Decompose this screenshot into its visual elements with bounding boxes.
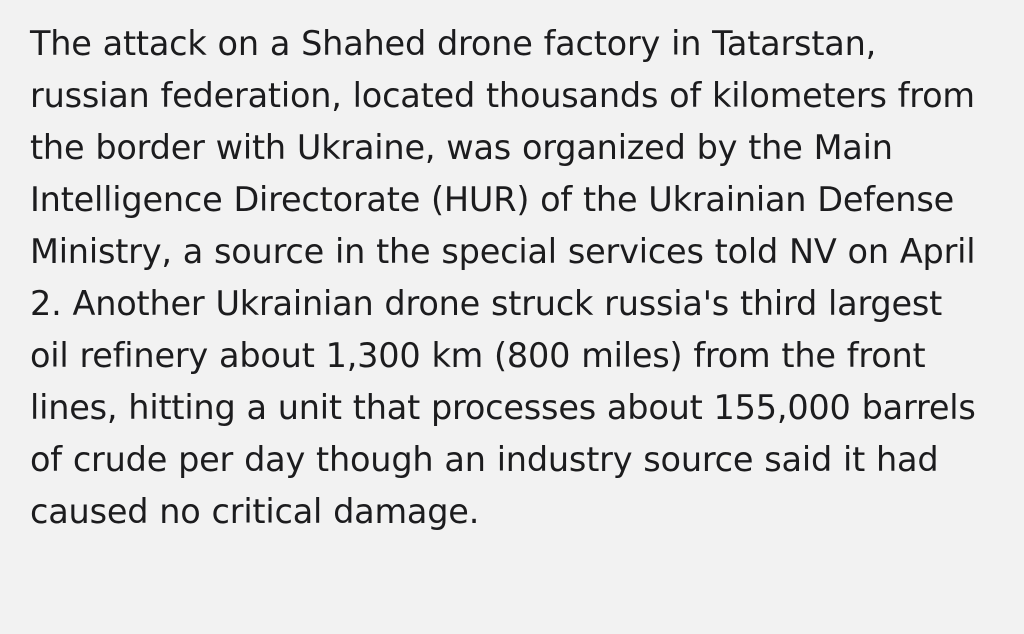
article-body-text: The attack on a Shahed drone factory in Tatarstan, russian federation, located thousands of kilometers from the border with Ukraine, was organized by the Main Intelligence Directorate (HUR) of the Ukrainian Defense Ministry, a source in the special services told NV on April 2. Another Ukrainian drone struck russia's third largest oil refinery about 1,300 km (800 miles) from the front lines, hitting a unit that processes about 155,000 barrels of crude per day though an industry source said it had caused no critical damage. xyxy=(30,24,987,531)
